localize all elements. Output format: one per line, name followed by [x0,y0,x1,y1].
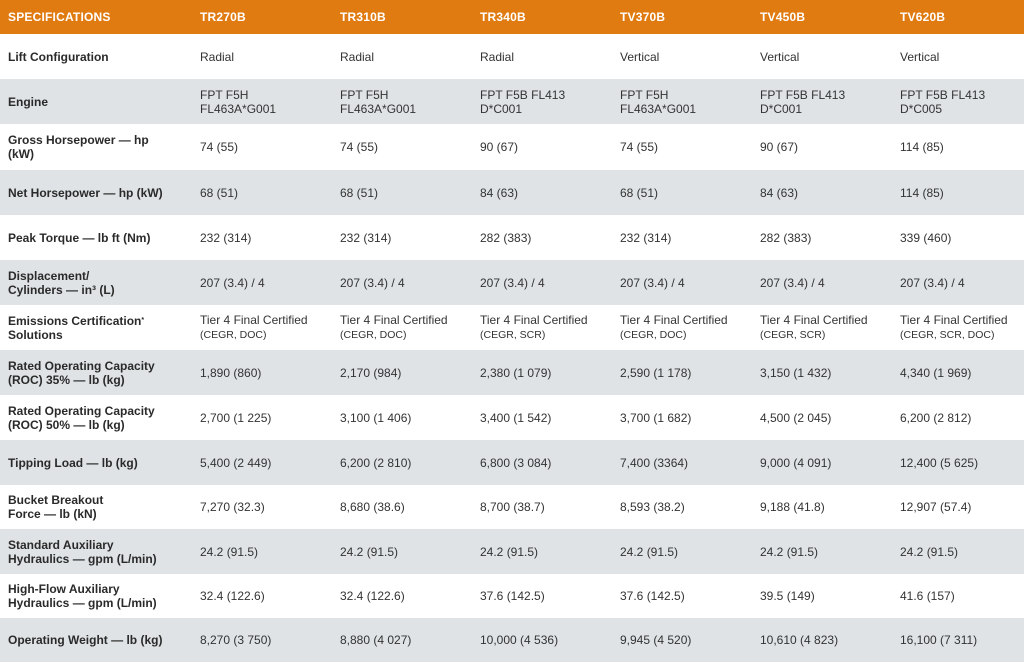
spec-value: 24.2 (91.5) [612,529,752,574]
model-header: TR270B [192,0,332,34]
spec-value: 10,000 (4 536) [472,618,612,662]
model-header: TV620B [892,0,1024,34]
spec-value: 8,700 (38.7) [472,485,612,529]
row-label [0,618,192,662]
spec-value: 12,907 (57.4) [892,485,1024,529]
spec-value [892,305,1024,350]
spec-value-line: FPT F5B FL413 [480,87,566,102]
spec-value: 207 (3.4) / 4 [892,260,1024,305]
spec-value-line: D*C001 [480,101,523,116]
spec-value: 2,590 (1 178) [612,350,752,395]
row-label-line: Cylinders — in³ (L) [8,282,115,297]
row-label-line: Emissions Certification [8,313,142,328]
row-label [0,350,192,395]
spec-value: 74 (55) [332,124,472,170]
spec-value: Vertical [752,34,892,79]
spec-value: 8,270 (3 750) [192,618,332,662]
spec-value: 68 (51) [612,170,752,215]
row-label-line: Peak Torque — lb ft (Nm) [8,230,151,245]
spec-value-line: FPT F5B FL413 [760,87,846,102]
spec-value-line: FPT F5H [200,87,249,102]
spec-value [612,305,752,350]
row-label-line: Displacement/ [8,268,90,283]
spec-value: 8,593 (38.2) [612,485,752,529]
table-row [0,79,1024,124]
spec-value: 16,100 (7 311) [892,618,1024,662]
spec-value-line: FPT F5H [620,87,669,102]
spec-value: 232 (314) [612,215,752,260]
spec-value: 41.6 (157) [892,574,1024,618]
row-label [0,485,192,529]
row-label-line: Hydraulics — gpm (L/min) [8,551,157,566]
spec-value: 207 (3.4) / 4 [472,260,612,305]
spec-value: Radial [472,34,612,79]
spec-value: 6,200 (2 810) [332,440,472,485]
spec-value: 207 (3.4) / 4 [752,260,892,305]
spec-value-line: FL463A*G001 [200,101,277,116]
spec-value: 32.4 (122.6) [192,574,332,618]
spec-value: 2,700 (1 225) [192,395,332,440]
spec-value-line: FL463A*G001 [620,101,697,116]
spec-value [892,79,1024,124]
row-label [0,395,192,440]
spec-value: 24.2 (91.5) [752,529,892,574]
table-row [0,124,1024,170]
spec-value [192,305,332,350]
spec-value: 207 (3.4) / 4 [612,260,752,305]
spec-value-line: (CEGR, DOC) [620,329,687,341]
row-label-line: Hydraulics — gpm (L/min) [8,596,157,610]
row-label [0,170,192,215]
spec-value [192,79,332,124]
spec-value-line: Tier 4 Final Certified [480,313,588,327]
spec-value: 232 (314) [192,215,332,260]
spec-value: Radial [192,34,332,79]
spec-value: Vertical [892,34,1024,79]
spec-value: 2,170 (984) [332,350,472,395]
spec-value: 24.2 (91.5) [192,529,332,574]
row-label-line: Rated Operating Capacity [8,358,155,373]
row-label [0,34,192,79]
row-label-line: Solutions [8,327,63,342]
row-label [0,79,192,124]
spec-value-line: (CEGR, DOC) [340,329,407,341]
row-label-line: Rated Operating Capacity [8,403,155,418]
spec-value: 39.5 (149) [752,574,892,618]
table-row [0,350,1024,395]
row-label-line: (kW) [8,147,34,161]
spec-value: 9,945 (4 520) [612,618,752,662]
spec-value-line: (CEGR, DOC) [200,329,267,341]
spec-value: 84 (63) [472,170,612,215]
header-row [0,0,1024,34]
spec-value: 7,400 (3364) [612,440,752,485]
row-label [0,215,192,260]
spec-value: 207 (3.4) / 4 [332,260,472,305]
spec-value-line: Tier 4 Final Certified [340,313,448,327]
spec-value: 10,610 (4 823) [752,618,892,662]
spec-value: Radial [332,34,472,79]
spec-value-line: Tier 4 Final Certified [760,313,868,327]
table-body [0,34,1024,662]
spec-value: 68 (51) [192,170,332,215]
spec-value: 3,150 (1 432) [752,350,892,395]
spec-value: 207 (3.4) / 4 [192,260,332,305]
spec-value [752,305,892,350]
spec-value: 24.2 (91.5) [332,529,472,574]
spec-value: 74 (55) [612,124,752,170]
model-header: TV370B [612,0,752,34]
spec-value: 8,680 (38.6) [332,485,472,529]
row-label [0,260,192,305]
row-label-line: (ROC) 35% — lb (kg) [8,372,125,387]
table-row [0,440,1024,485]
spec-value: 24.2 (91.5) [892,529,1024,574]
spec-value: 24.2 (91.5) [472,529,612,574]
spec-value: 8,880 (4 027) [332,618,472,662]
spec-value: 32.4 (122.6) [332,574,472,618]
spec-value: 5,400 (2 449) [192,440,332,485]
spec-value: 6,200 (2 812) [892,395,1024,440]
spec-value [472,305,612,350]
spec-value-line: Tier 4 Final Certified [900,313,1008,327]
spec-value: 37.6 (142.5) [472,574,612,618]
row-label-line: (ROC) 50% — lb (kg) [8,417,125,432]
table-row [0,395,1024,440]
table-row [0,485,1024,529]
row-label-line: Tipping Load — lb (kg) [8,455,138,470]
row-label [0,574,192,618]
spec-value-line: FPT F5B FL413 [900,87,986,102]
spec-value: 1,890 (860) [192,350,332,395]
spec-value: 2,380 (1 079) [472,350,612,395]
spec-value-line: FPT F5H [340,87,389,102]
table-row [0,305,1024,350]
row-label [0,305,192,350]
row-label-line: Gross Horsepower — hp [8,133,149,147]
spec-value-line: D*C005 [900,101,943,116]
spec-value-line: Tier 4 Final Certified [620,313,728,327]
spec-value-line: (CEGR, SCR, DOC) [900,329,995,341]
spec-value: 9,188 (41.8) [752,485,892,529]
row-label-line: Lift Configuration [8,49,109,64]
spec-value: 37.6 (142.5) [612,574,752,618]
spec-value: 232 (314) [332,215,472,260]
spec-header: SPECIFICATIONS [0,0,192,34]
row-label-line: High-Flow Auxiliary [8,582,120,596]
spec-value-line: (CEGR, SCR) [480,329,546,341]
spec-value: 3,100 (1 406) [332,395,472,440]
spec-value: 68 (51) [332,170,472,215]
spec-value: 282 (383) [752,215,892,260]
spec-value: 12,400 (5 625) [892,440,1024,485]
row-label [0,440,192,485]
spec-value: 114 (85) [892,170,1024,215]
spec-value [332,79,472,124]
spec-value: 339 (460) [892,215,1024,260]
spec-value-line: D*C001 [760,101,803,116]
model-header: TV450B [752,0,892,34]
row-label-line: Force — lb (kN) [8,507,97,521]
row-label-line: Operating Weight — lb (kg) [8,633,163,647]
model-header: TR340B [472,0,612,34]
table-row [0,260,1024,305]
footnote-marker: * [141,316,145,324]
spec-value: 4,340 (1 969) [892,350,1024,395]
spec-value: Vertical [612,34,752,79]
spec-value-line: Tier 4 Final Certified [200,313,308,327]
spec-value [752,79,892,124]
table-row [0,34,1024,79]
spec-value: 7,270 (32.3) [192,485,332,529]
spec-value [332,305,472,350]
spec-value: 9,000 (4 091) [752,440,892,485]
spec-value-line: (CEGR, SCR) [760,329,826,341]
table-row [0,529,1024,574]
row-label [0,529,192,574]
spec-value-line: FL463A*G001 [340,101,417,116]
spec-value: 114 (85) [892,124,1024,170]
row-label-line: Engine [8,94,49,109]
table-row [0,574,1024,618]
spec-value: 74 (55) [192,124,332,170]
row-label-line: Standard Auxiliary [8,537,114,552]
spec-value: 4,500 (2 045) [752,395,892,440]
spec-value: 90 (67) [752,124,892,170]
spec-value [612,79,752,124]
spec-value: 3,700 (1 682) [612,395,752,440]
row-label-line: Net Horsepower — hp (kW) [8,185,163,200]
table-row [0,618,1024,662]
table-row [0,170,1024,215]
spec-value: 3,400 (1 542) [472,395,612,440]
spec-value: 6,800 (3 084) [472,440,612,485]
spec-value: 282 (383) [472,215,612,260]
spec-value: 90 (67) [472,124,612,170]
spec-value [472,79,612,124]
spec-value: 84 (63) [752,170,892,215]
table-row [0,215,1024,260]
row-label [0,124,192,170]
model-header: TR310B [332,0,472,34]
row-label-line: Bucket Breakout [8,493,104,507]
